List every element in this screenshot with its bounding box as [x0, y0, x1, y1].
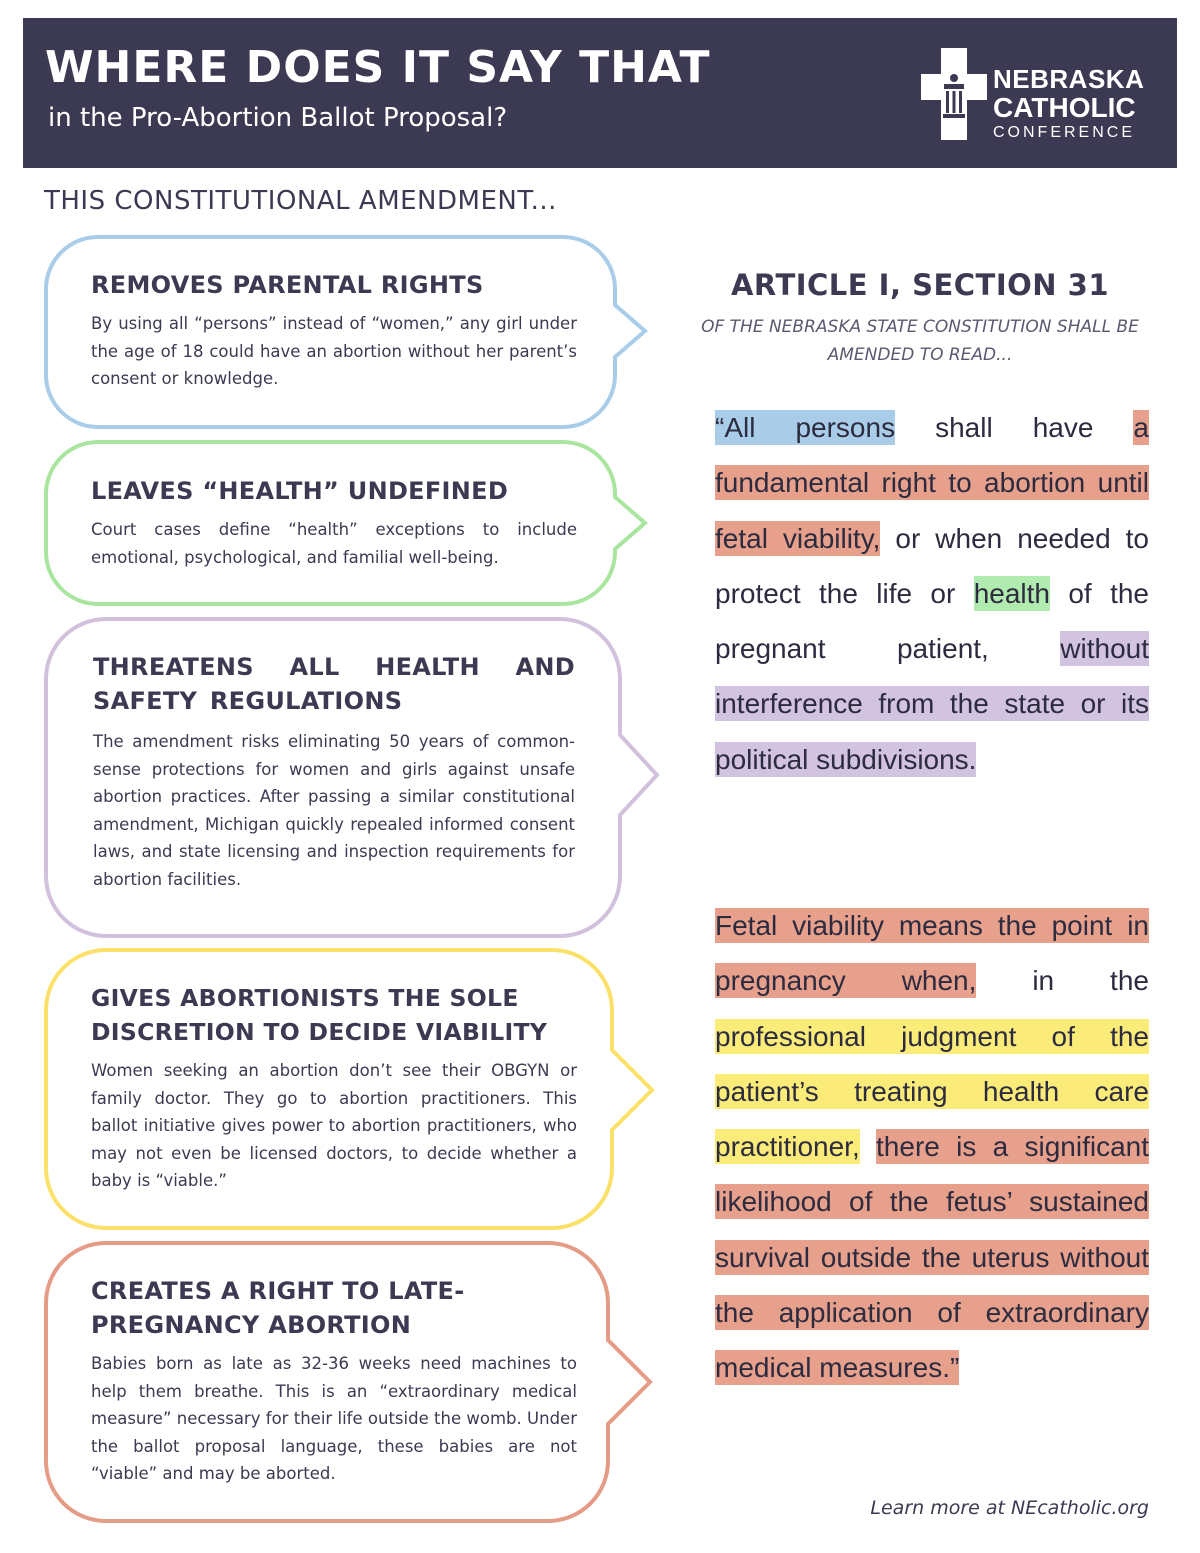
- amendment-segment-none: shall have: [895, 412, 1134, 443]
- amendment-segment-red: a fundamental right to abortion until fetal viability,: [715, 412, 1149, 554]
- intro-heading: THIS CONSTITUTIONAL AMENDMENT...: [44, 186, 557, 216]
- amendment-segment-none: in the: [976, 965, 1149, 997]
- amendment-segment-yellow: professional judgment of the patient’s treating health care practitioner,: [715, 1020, 1149, 1163]
- card-title: REMOVES PARENTAL RIGHTS: [91, 271, 484, 299]
- amendment-segment-green: health: [973, 577, 1050, 609]
- amendment-segment-red: Fetal viability means the point in pregnancy when,: [715, 910, 1149, 997]
- card-body: Court cases define “health” exceptions to include emotional, psychological, and familial well-being.: [91, 520, 577, 567]
- card-parental-rights: [91, 268, 577, 393]
- card-viability: [91, 981, 577, 1195]
- amendment-segment-red: there is a significant likelihood of the fetus’ sustained survival outside the uterus without the application of extraordinary medical measures.”: [715, 1131, 1149, 1384]
- learn-more-text: Learn more at NEcatholic.org: [870, 1497, 1149, 1519]
- card-health-undefined: [91, 474, 577, 571]
- card-title: LEAVES “HEALTH” UNDEFINED: [91, 477, 509, 505]
- card-late-pregnancy: [91, 1274, 577, 1488]
- card-body: The amendment risks eliminating 50 years of common-sense protections for women and girls against unsafe abortion practices. After passing a similar constitutional amendment, Michigan quickly repealed informed consent laws, and state licensing and inspection requirements for abortion facilities.: [93, 732, 575, 889]
- logo-line-1: NEBRASKA: [993, 64, 1145, 94]
- card-body: Babies born as late as 32-36 weeks need machines to help them breathe. This is an “extraordinary medical measure” necessary for their life outside the womb. Under the ballot proposal language, these babies are not “viable” and may be aborted.: [91, 1354, 577, 1483]
- card-title: THREATENS ALL HEALTH AND SAFETY REGULATIONS: [93, 653, 575, 715]
- page-subtitle: in the Pro-Abortion Ballot Proposal?: [48, 103, 508, 133]
- amendment-text-paragraph-1: [715, 400, 1149, 787]
- amendment-segment-purple: without interference from the state or its political subdivisions.: [715, 633, 1149, 775]
- amendment-segment-none: of the pregnant patient,: [715, 577, 1149, 665]
- amendment-segment-none: or when needed to protect the life or: [715, 522, 1149, 609]
- card-title: CREATES A RIGHT TO LATE-PREGNANCY ABORTION: [91, 1277, 465, 1339]
- card-title: GIVES ABORTIONISTS THE SOLE DISCRETION TO DECIDE VIABILITY: [91, 984, 548, 1046]
- card-body: Women seeking an abortion don’t see their OBGYN or family doctor. They go to abortion practitioners. This ballot initiative gives power to abortion practitioners, who may not even be licensed doctors, to decide whether a baby is “viable.”: [91, 1061, 577, 1190]
- card-body: By using all “persons” instead of “women,” any girl under the age of 18 could have an abortion without her parent’s consent or knowledge.: [91, 314, 577, 388]
- amendment-segment-none: [860, 1129, 876, 1164]
- page-title: WHERE DOES IT SAY THAT: [45, 42, 711, 93]
- amendment-segment-blue: “All persons: [715, 412, 896, 443]
- logo-line-2: CATHOLIC: [993, 92, 1136, 123]
- logo-line-3: CONFERENCE: [993, 124, 1136, 141]
- card-safety-regulations: [93, 650, 575, 893]
- amendment-text-paragraph-2: [715, 898, 1149, 1396]
- article-subtitle: OF THE NEBRASKA STATE CONSTITUTION SHALL BE AMENDED TO READ...: [701, 317, 1139, 365]
- article-title: ARTICLE I, SECTION 31: [730, 268, 1110, 302]
